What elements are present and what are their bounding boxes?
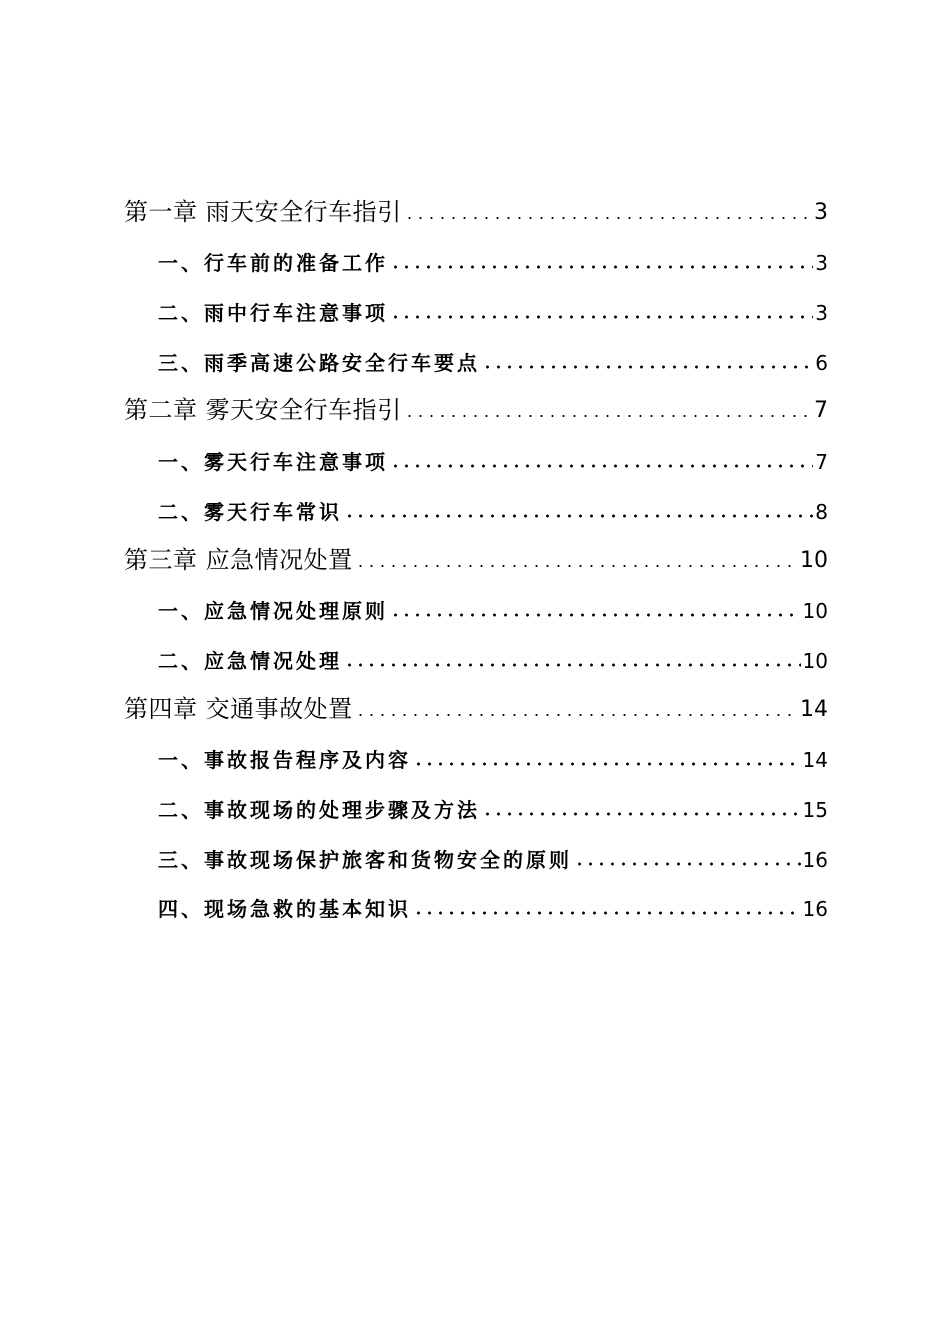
toc-entry-title: 第四章 交通事故处置: [124, 694, 353, 723]
toc-entry-title: 一、行车前的准备工作: [158, 251, 388, 276]
toc-entry-page: 3: [815, 301, 828, 326]
dot-leader: [390, 464, 813, 468]
dot-leader: [344, 514, 813, 518]
toc-entry-section[interactable]: [124, 776, 828, 826]
dot-leader: [390, 315, 813, 319]
toc-entry-page: 14: [800, 696, 828, 722]
toc-entry-section[interactable]: [124, 428, 828, 478]
toc-entry-title: 三、事故现场保护旅客和货物安全的原则: [158, 847, 572, 872]
toc-entry-page: 7: [815, 450, 828, 475]
toc-entry-page: 6: [815, 350, 828, 375]
toc-entry-section[interactable]: [124, 627, 828, 677]
toc-entry-chapter-3[interactable]: [124, 528, 828, 578]
dot-leader: [482, 365, 813, 369]
dot-leader: [355, 713, 798, 717]
toc-entry-section[interactable]: [124, 329, 828, 379]
table-of-contents: [124, 180, 828, 925]
toc-entry-page: 7: [814, 398, 828, 424]
toc-entry-title: 三、雨季高速公路安全行车要点: [158, 350, 480, 375]
toc-entry-title: 第三章 应急情况处置: [124, 545, 353, 574]
toc-entry-title: 二、雨中行车注意事项: [158, 301, 388, 326]
dot-leader: [482, 812, 801, 816]
dot-leader: [390, 265, 813, 269]
toc-entry-title: 二、应急情况处理: [158, 648, 342, 673]
toc-entry-section[interactable]: [124, 727, 828, 777]
toc-entry-section[interactable]: [124, 230, 828, 280]
dot-leader: [404, 414, 812, 418]
toc-entry-page: 3: [814, 199, 828, 225]
dot-leader: [413, 762, 801, 766]
toc-entry-title: 一、雾天行车注意事项: [158, 450, 388, 475]
dot-leader: [413, 911, 801, 915]
toc-entry-title: 二、事故现场的处理步骤及方法: [158, 797, 480, 822]
toc-entry-page: 16: [802, 897, 828, 922]
dot-leader: [355, 564, 798, 568]
toc-entry-title: 第一章 雨天安全行车指引: [124, 197, 402, 226]
toc-entry-page: 14: [802, 748, 828, 773]
toc-entry-chapter-1[interactable]: [124, 180, 828, 230]
toc-entry-page: 10: [800, 547, 828, 573]
toc-entry-title: 一、事故报告程序及内容: [158, 748, 411, 773]
toc-entry-title: 一、应急情况处理原则: [158, 599, 388, 624]
toc-entry-section[interactable]: [124, 826, 828, 876]
toc-entry-title: 四、现场急救的基本知识: [158, 897, 411, 922]
toc-entry-title: 第二章 雾天安全行车指引: [124, 396, 402, 425]
dot-leader: [404, 216, 812, 220]
dot-leader: [574, 862, 801, 866]
toc-entry-section[interactable]: [124, 578, 828, 628]
toc-entry-page: 3: [815, 251, 828, 276]
toc-entry-section[interactable]: [124, 279, 828, 329]
dot-leader: [390, 613, 801, 617]
toc-entry-chapter-2[interactable]: [124, 379, 828, 429]
toc-entry-page: 10: [802, 648, 828, 673]
dot-leader: [344, 663, 801, 667]
toc-entry-section[interactable]: [124, 876, 828, 926]
toc-entry-section[interactable]: [124, 478, 828, 528]
toc-entry-chapter-4[interactable]: [124, 677, 828, 727]
toc-entry-page: 15: [802, 797, 828, 822]
toc-entry-page: 8: [815, 499, 828, 524]
toc-entry-page: 10: [802, 599, 828, 624]
toc-entry-page: 16: [802, 847, 828, 872]
toc-entry-title: 二、雾天行车常识: [158, 499, 342, 524]
